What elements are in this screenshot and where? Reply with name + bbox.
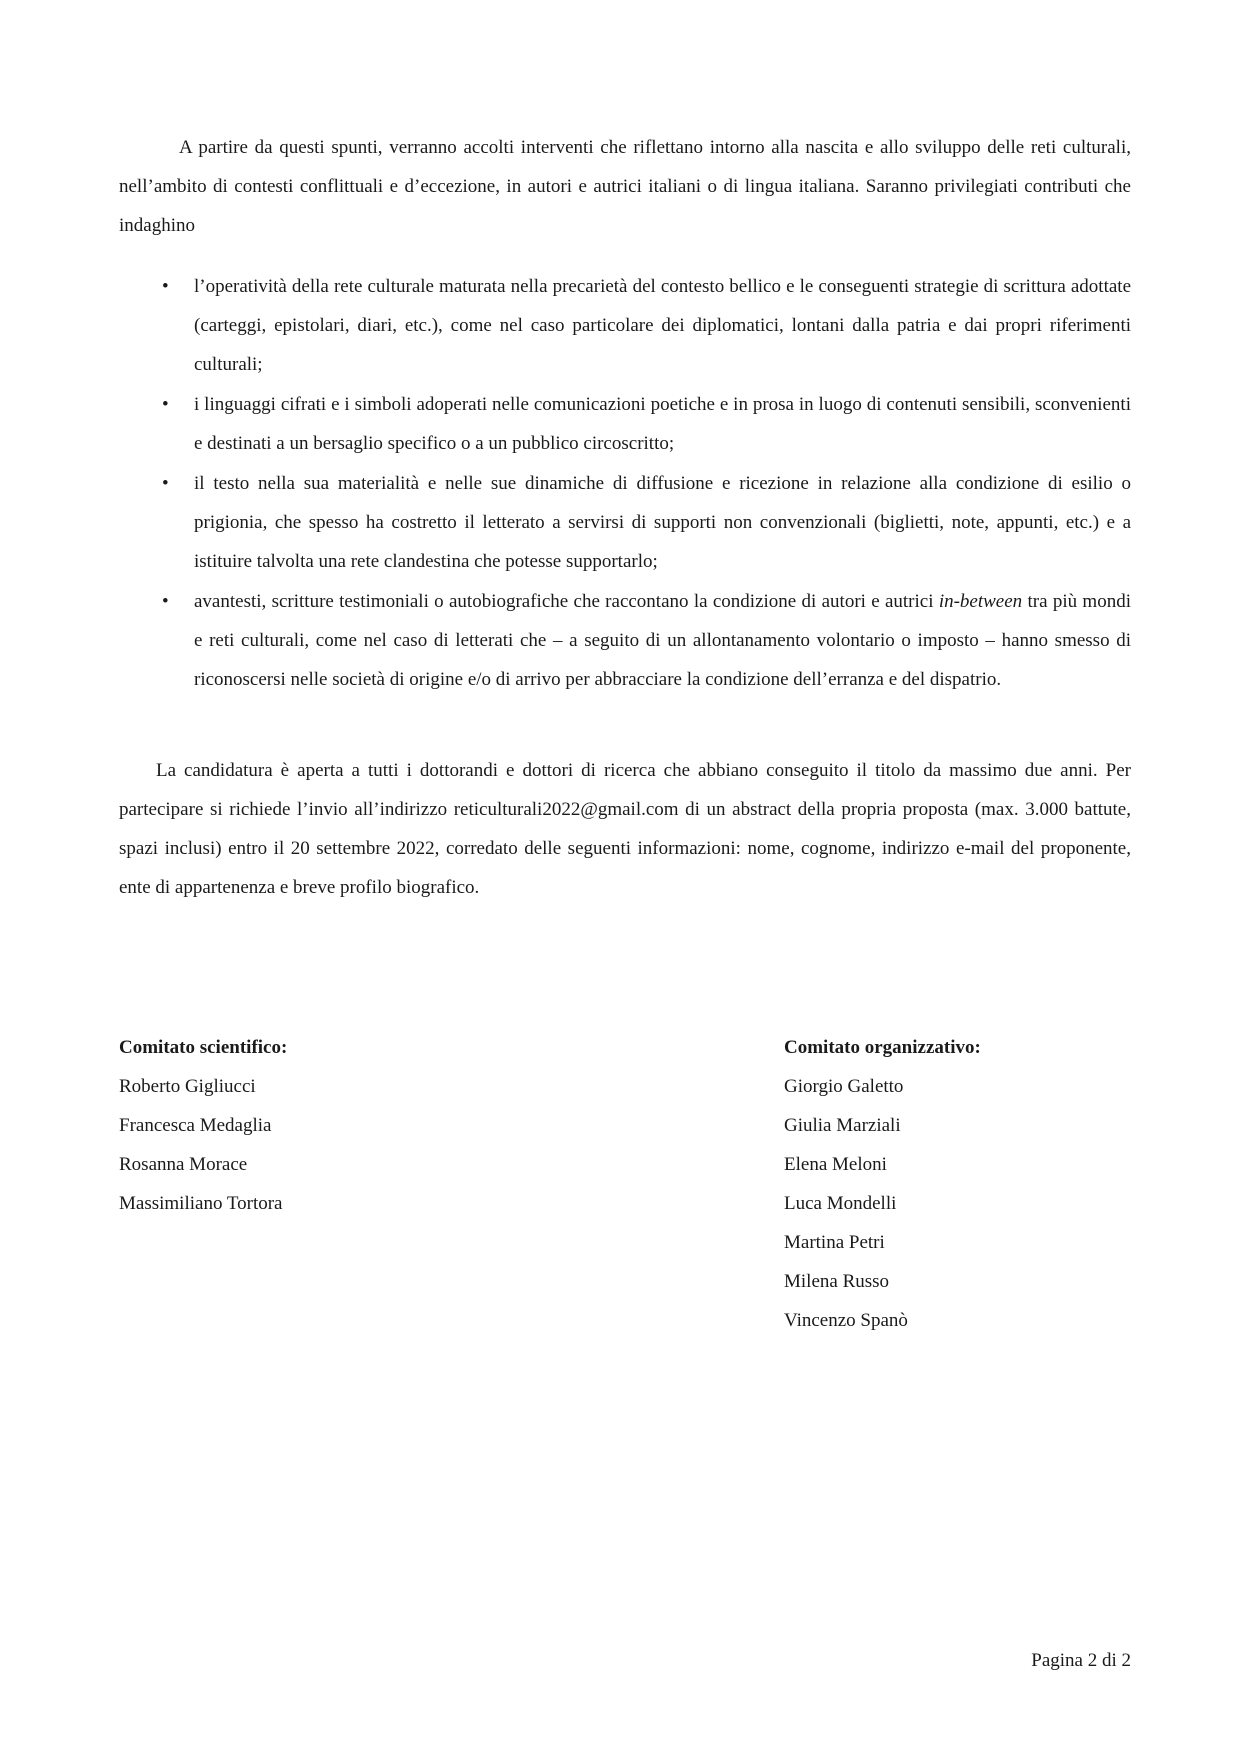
committee-member: Giorgio Galetto: [784, 1076, 904, 1097]
list-item-text: i linguaggi cifrati e i simboli adoperati nelle comunicazioni poetiche e in prosa in luogo di contenuti sensibili, sconvenienti e destinati a un bersaglio specifico o a un pubblico circoscritto;: [194, 394, 1131, 454]
bullet-icon: •: [162, 473, 169, 494]
committee-member: Milena Russo: [784, 1271, 890, 1292]
list-item: [119, 464, 1131, 581]
list-item: [119, 267, 1131, 384]
committee-member: Roberto Gigliucci: [119, 1076, 256, 1097]
italic-term: in-between: [938, 591, 1023, 612]
committee-member: Vincenzo Spanò: [784, 1310, 908, 1331]
list-item: [119, 582, 1131, 699]
page-number: Pagina 2 di 2: [1031, 1650, 1131, 1671]
spacer: [119, 700, 1131, 751]
committee-member: Massimiliano Tortora: [119, 1193, 283, 1214]
committee-member: Francesca Medaglia: [119, 1115, 272, 1136]
organizing-committee: [784, 1028, 981, 1340]
list-item-text-after: tra più mondi e reti culturali, come nel caso di letterati che – a seguito di un allontanamento volontario o imposto – hanno smesso di riconoscersi nelle società di origine e/o di arrivo per abbracciare la condizione dell’erranza e del dispatrio.: [194, 591, 1131, 690]
committee-member: Rosanna Morace: [119, 1154, 248, 1175]
list-item-text: l’operatività della rete culturale maturata nella precarietà del contesto bellico e le conseguenti strategie di scrittura adottate (carteggi, epistolari, diari, etc.), come nel caso particolare dei diplomatici, lontani dalla patria e dai propri riferimenti culturali;: [194, 276, 1131, 375]
list-item-text-before: avantesti, scritture testimoniali o autobiografiche che raccontano la condizione di autori e autrici: [194, 591, 939, 612]
organizing-committee-title: Comitato organizzativo:: [784, 1037, 981, 1058]
list-item-text: il testo nella sua materialità e nelle sue dinamiche di diffusione e ricezione in relazione alla condizione di esilio o prigionia, che spesso ha costretto il letterato a servirsi di supporti non convenzionali (biglietti, note, appunti, etc.) e a istituire talvolta una rete clandestina che potesse supportarlo;: [194, 473, 1131, 572]
committee-member: Giulia Marziali: [784, 1115, 901, 1136]
bullet-icon: •: [162, 591, 169, 612]
topics-list: [119, 267, 1131, 699]
scientific-committee-title: Comitato scientifico:: [119, 1037, 288, 1058]
bullet-icon: •: [162, 394, 169, 415]
bullet-icon: •: [162, 276, 169, 297]
committee-member: Elena Meloni: [784, 1154, 887, 1175]
scientific-committee: [119, 1028, 287, 1223]
body-text: [119, 128, 1131, 907]
committee-member: Luca Mondelli: [784, 1193, 897, 1214]
intro-paragraph: A partire da questi spunti, verranno accolti interventi che riflettano intorno alla nascita e allo sviluppo delle reti culturali, nell’ambito di contesti conflittuali e d’eccezione, in autori e autrici italiani o di lingua italiana. Saranno privilegiati contributi che indaghino: [119, 137, 1131, 236]
committee-member: Martina Petri: [784, 1232, 885, 1253]
application-paragraph: La candidatura è aperta a tutti i dottorandi e dottori di ricerca che abbiano conseguito il titolo da massimo due anni. Per partecipare si richiede l’invio all’indirizzo reticulturali2022@gmail.com di un abstract della propria proposta (max. 3.000 battute, spazi inclusi) entro il 20 settembre 2022, corredato delle seguenti informazioni: nome, cognome, indirizzo e-mail del proponente, ente di appartenenza e breve profilo biografico.: [119, 760, 1131, 898]
list-item: [119, 385, 1131, 463]
